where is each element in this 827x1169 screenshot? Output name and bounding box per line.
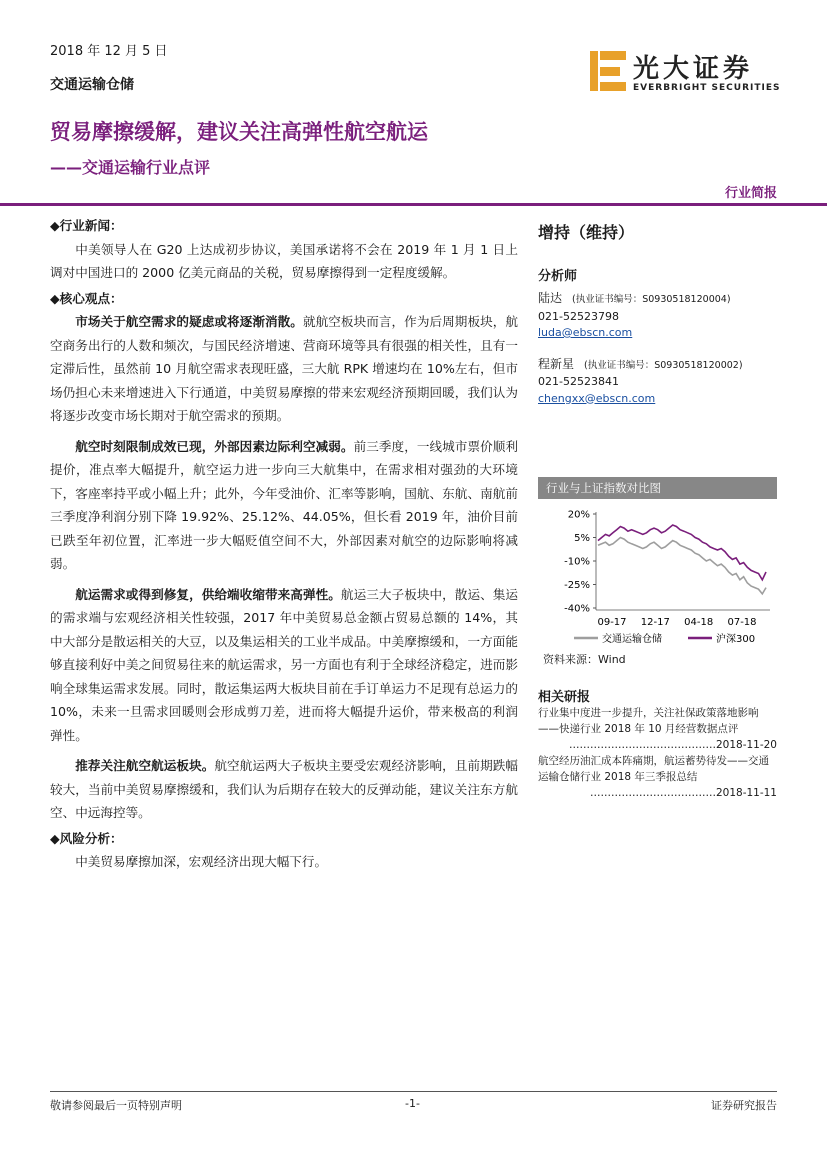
x-tick-label: 04-18 — [684, 617, 714, 628]
footer-disclaimer: 敬请参阅最后一页特别声明 — [50, 1099, 182, 1112]
view-2-lead: 航空时刻限制成效已现，外部因素边际利空减弱。 — [75, 438, 354, 454]
risk-heading: ◆风险分析： — [50, 830, 123, 846]
analyst-cert: (执业证书编号：S0930518120004) — [572, 294, 731, 305]
view-paragraph-4 — [50, 754, 518, 825]
logo-name-en: EVERBRIGHT SECURITIES — [633, 83, 781, 93]
analyst-cert: (执业证书编号：S0930518120002) — [584, 359, 743, 371]
x-tick-label: 12-17 — [640, 617, 670, 628]
footer-divider — [50, 1091, 777, 1092]
analyst-email-link[interactable]: luda@ebscn.com — [538, 326, 633, 339]
related-title: 航空经历油汇成本阵痛期，航运蓄势待发——交通运输仓储行业 2018 年三季报总结 — [538, 755, 769, 783]
analyst-card — [538, 356, 777, 408]
news-heading: ◆行业新闻： — [50, 218, 123, 233]
y-tick-label: -25% — [564, 580, 590, 591]
series-line-industry — [598, 538, 766, 594]
rating: 增持（维持） — [538, 223, 635, 242]
page-number: -1- — [405, 1097, 420, 1110]
logo-name: 光大证券 — [633, 54, 754, 84]
view-paragraph-3 — [50, 583, 518, 748]
view-1-lead: 市场关于航空需求的疑虑或将逐渐消散。 — [75, 314, 303, 329]
analyst-name: 程新星 — [538, 356, 575, 371]
related-date: 2018-11-20 — [715, 739, 777, 751]
logo-bar-1-icon — [590, 51, 598, 91]
page-subtitle: ——交通运输行业点评 — [50, 158, 211, 177]
x-tick-label: 09-17 — [597, 617, 627, 628]
analyst-card — [538, 290, 777, 342]
comparison-chart — [538, 504, 777, 649]
x-tick-label: 07-18 — [727, 617, 757, 628]
related-item[interactable] — [538, 705, 777, 753]
analyst-phone: 021-52523798 — [538, 309, 619, 323]
related-heading: 相关研报 — [538, 690, 591, 705]
report-type: 行业简报 — [724, 186, 777, 201]
page-title: 贸易摩擦缓解，建议关注高弹性航空航运 — [50, 120, 428, 144]
view-paragraph-1 — [50, 310, 518, 428]
analyst-phone: 021-52523841 — [538, 375, 619, 388]
main-column — [50, 214, 518, 874]
view-4-text: 航空航运两大子板块主要受宏观经济影响，且前期跌幅较大，当前中美贸易摩擦缓和，我们认为后期存在较大的反弹动能，建议关注东方航空、中远海控等。 — [50, 758, 519, 820]
related-list — [538, 705, 777, 801]
view-1-text: 就航空板块而言，作为后周期板块，航空商务出行的人数和频次，与国民经济增速、营商环境等具有很强的相关性，且有一定滞后性，虽然前 10 月航空需求表现旺盛，三大航 RPK 增速均在 10%左右，但市场仍担心未来增速进入下行通道，中美贸易摩擦的带来宏观经济预期回暖，我们认为将逐步改变市场长期对于航空需求的预期。 — [50, 314, 519, 423]
logo-bar-3-icon — [600, 67, 620, 76]
series-line-hs300 — [598, 525, 766, 580]
logo-bar-4-icon — [600, 82, 626, 91]
sector-label: 交通运输仓储 — [50, 77, 134, 93]
related-leader: …………………………………… — [568, 739, 716, 751]
y-tick-label: 20% — [567, 509, 590, 521]
related-title: 行业集中度进一步提升，关注社保政策落地影响——快递行业 2018 年 10 月经营数据点评 — [538, 707, 759, 735]
risk-paragraph: 中美贸易摩擦加深，宏观经济出现大幅下行。 — [75, 854, 328, 869]
analyst-name: 陆达 — [538, 291, 563, 305]
report-date: 2018 年 12 月 5 日 — [50, 44, 168, 59]
sidebar — [538, 214, 777, 407]
y-tick-label: 5% — [574, 533, 590, 544]
analyst-heading: 分析师 — [538, 269, 578, 284]
view-heading: ◆核心观点： — [50, 290, 123, 306]
y-tick-label: -40% — [564, 603, 590, 615]
legend-label-hs300: 沪深300 — [716, 634, 756, 645]
y-tick-label: -10% — [564, 556, 590, 568]
logo-bar-2-icon — [600, 51, 626, 60]
footer-report-label: 证券研究报告 — [711, 1099, 777, 1112]
analyst-email-link[interactable]: chengxx@ebscn.com — [538, 391, 656, 405]
related-item[interactable] — [538, 753, 777, 801]
legend-label-industry: 交通运输仓储 — [602, 634, 662, 645]
header-divider — [0, 203, 827, 206]
related-leader: ……………………………… — [589, 787, 716, 799]
view-paragraph-2 — [50, 435, 518, 576]
chart-source: 资料来源：Wind — [543, 653, 626, 666]
view-4-lead: 推荐关注航空航运板块。 — [75, 758, 215, 773]
news-paragraph: 中美领导人在 G20 上达成初步协议，美国承诺将不会在 2019 年 1 月 1 日上调对中国进口的 2000 亿美元商品的关税，贸易摩擦得到一定程度缓解。 — [50, 241, 518, 280]
view-2-text: 前三季度，一线城市票价顺利提价，准点率大幅提升，航空运力进一步向三大航集中，在需求相对强劲的大环境下，客座率持平或小幅上升；此外，今年受油价、汇率等影响，国航、东航、南航前三季度净利润分别下降 19.92%、25.12%、44.05%，但长看 2019 年，油价目前已跌至年初位置，汇率进一步大幅贬值空间不大，外部因素对航空的边际影响将减弱。 — [50, 438, 519, 571]
view-3-text: 航运三大子板块中，散运、集运的需求端与宏观经济相关性较强，2017 年中美贸易总金额占贸易总额的 14%，其中大部分是散运相关的大豆，以及集运相关的工业半成品。中美摩擦缓和，一方面能够直接利好中美之间贸易往来的航运需求，另一方面也有利于全球经济稳定，进而影响全球集运需求发展。同时，散运集运两大板块目前在手订单运力不足现有总运力的 10%，未来一旦需求回暖则会形成剪刀差，进而将大幅提升运价，带来极高的利润弹性。 — [50, 586, 519, 743]
chart-title: 行业与上证指数对比图 — [538, 477, 777, 499]
view-3-lead: 航运需求或得到修复，供给端收缩带来高弹性。 — [75, 586, 341, 602]
related-date: 2018-11-11 — [715, 787, 777, 799]
